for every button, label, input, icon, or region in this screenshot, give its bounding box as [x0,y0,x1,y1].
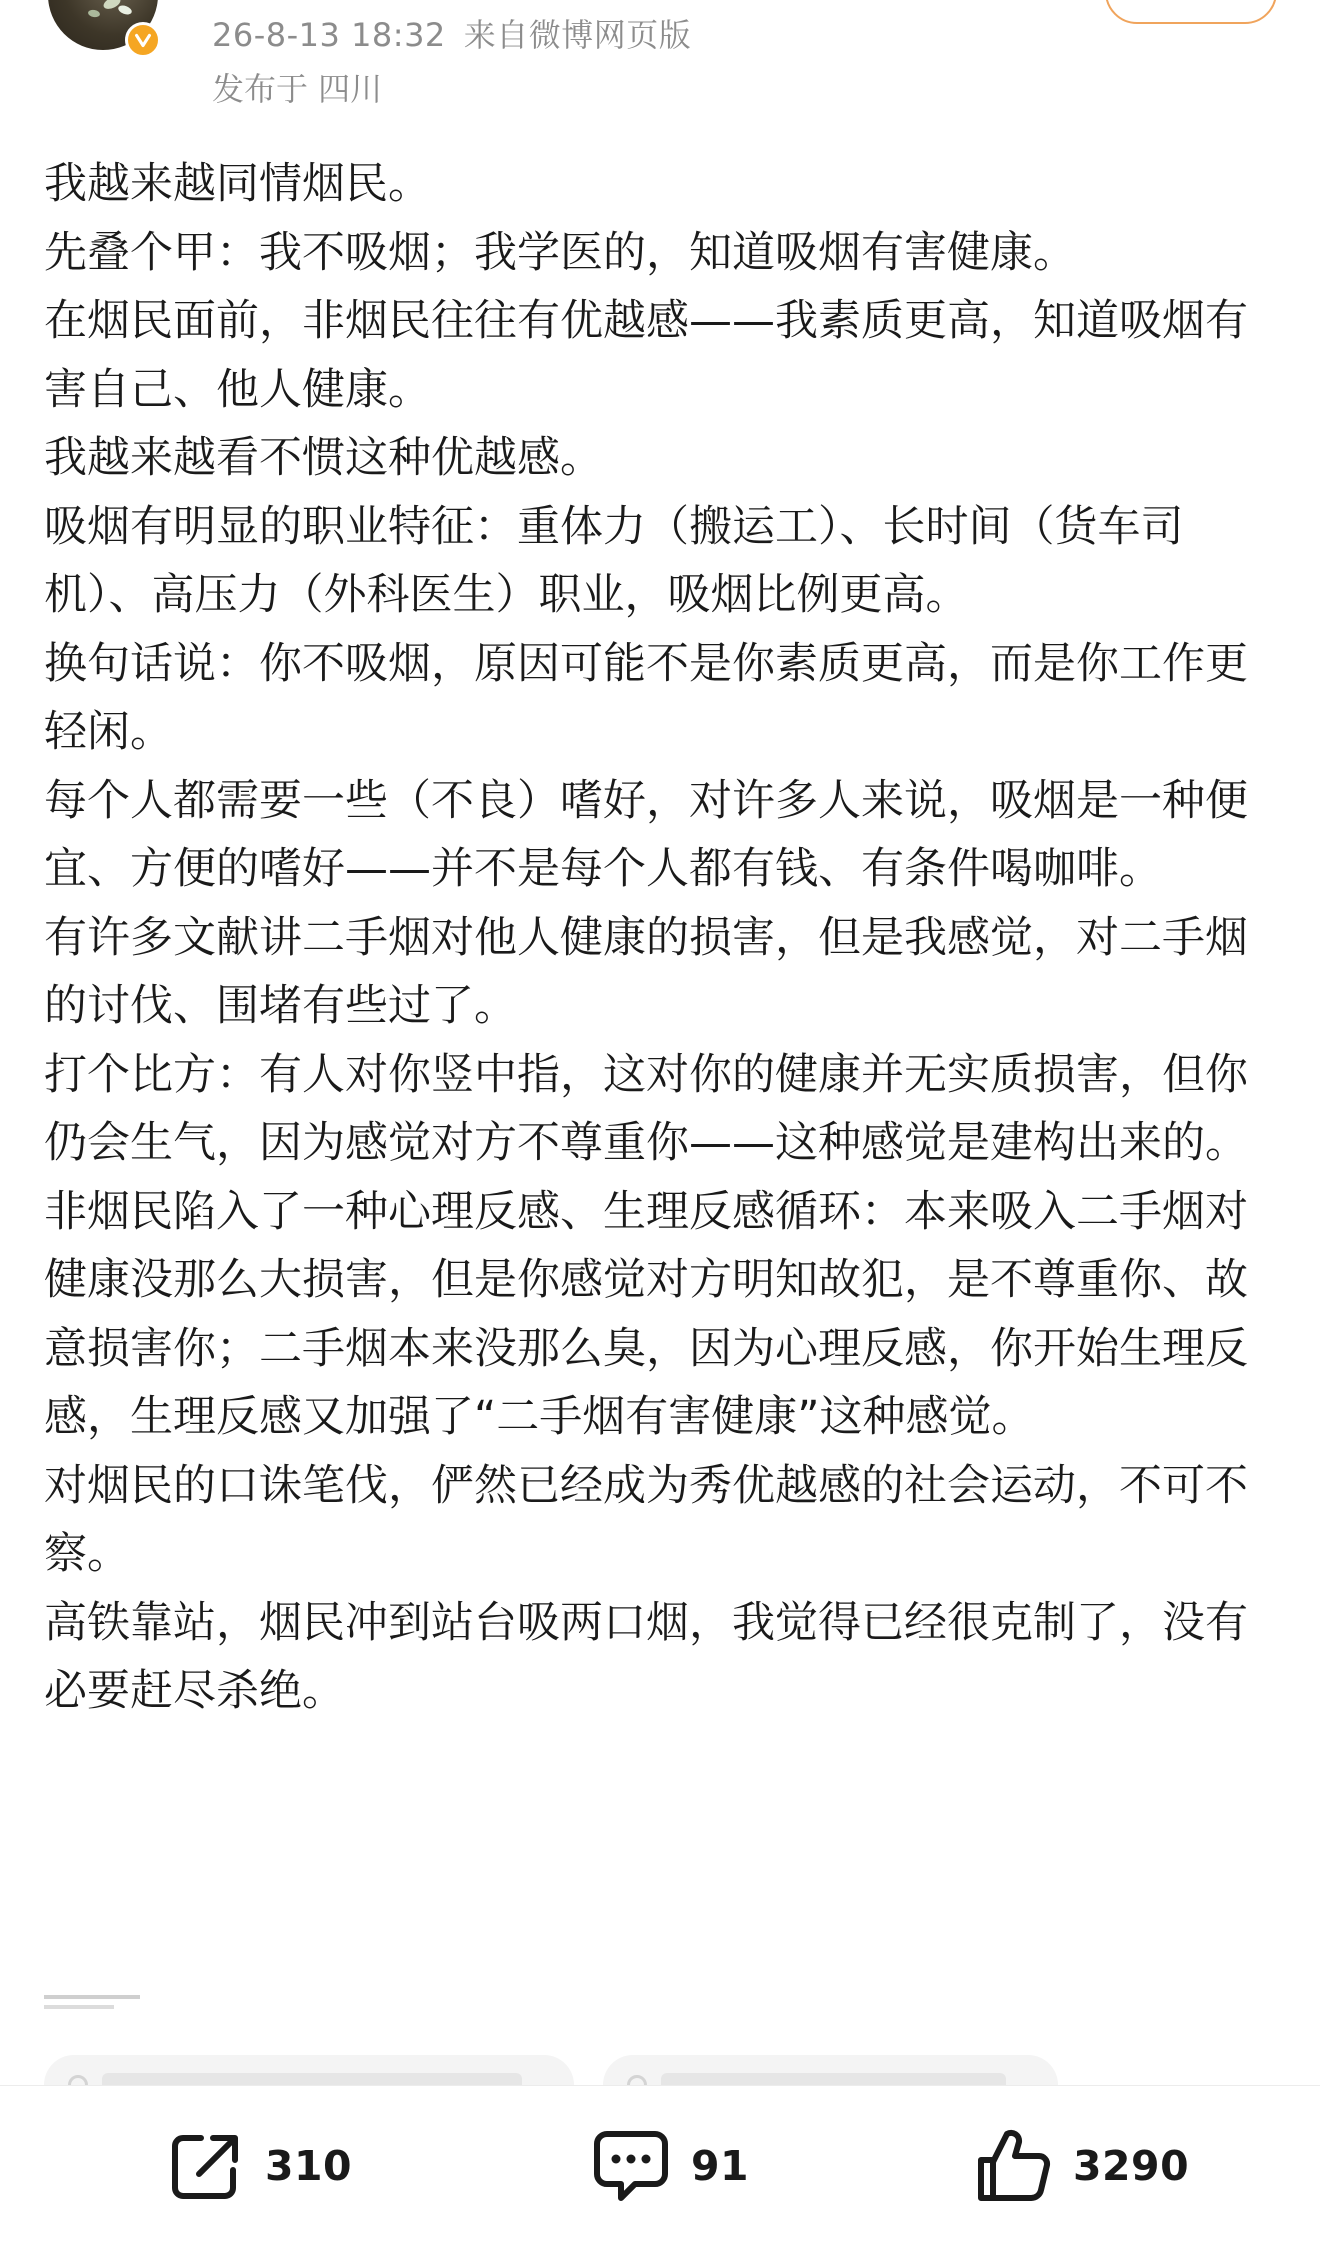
post-source: 来自微博网页版 [463,16,692,54]
post-content [44,150,1284,1726]
like-count: 3290 [1073,2142,1190,2190]
share-icon [167,2128,243,2204]
post-location: 发布于 四川 [212,70,383,108]
post-paragraph: 我越来越看不惯这种优越感。 [44,433,603,483]
post-paragraph: 在烟民面前，非烟民往往有优越感——我素质更高，知道吸烟有害自己、他人健康。 [44,296,1248,415]
verified-badge-icon [125,22,161,58]
comment-icon [593,2126,669,2206]
post-header [0,0,1320,108]
like-button[interactable] [975,2126,1189,2206]
post-paragraph: 我越来越同情烟民。 [44,159,431,209]
repost-button[interactable] [167,2126,352,2206]
comment-button[interactable] [593,2126,749,2206]
repost-count: 310 [265,2142,353,2190]
post-paragraph: 非烟民陷入了一种心理反感、生理反感循环：本来吸入二手烟对健康没那么大损害，但是你感觉对方明知故犯，是不尊重你、故意损害你；二手烟本来没那么臭，因为心理反感，你开始生理反感，生理反感又加强了“二手烟有害健康”这种感觉。 [44,1186,1248,1442]
post-timestamp: 26-8-13 18:32 [212,16,446,54]
post-paragraph: 打个比方：有人对你竖中指，这对你的健康并无实质损害，但你仍会生气，因为感觉对方不尊重你——这种感觉是建构出来的。 [44,1049,1248,1168]
follow-button[interactable] [1105,0,1277,24]
post-meta [212,10,691,56]
post-paragraph: 换句话说：你不吸烟，原因可能不是你素质更高，而是你工作更轻闲。 [44,638,1248,757]
post-paragraph: 对烟民的口诛笔伐，俨然已经成为秀优越感的社会运动，不可不察。 [44,1460,1248,1579]
post-paragraph: 有许多文献讲二手烟对他人健康的损害，但是我感觉，对二手烟的讨伐、围堵有些过了。 [44,912,1248,1031]
post-paragraph: 吸烟有明显的职业特征：重体力（搬运工）、长时间（货车司机）、高压力（外科医生）职业，吸烟比例更高。 [44,501,1184,620]
thumbs-up-icon [975,2126,1051,2206]
post-paragraph: 先叠个甲：我不吸烟；我学医的，知道吸烟有害健康。 [44,227,1076,278]
content-divider [44,1995,140,2009]
post-paragraph: 高铁靠站，烟民冲到站台吸两口烟，我觉得已经很克制了，没有必要赶尽杀绝。 [44,1597,1248,1716]
action-bar [0,2085,1320,2243]
post-paragraph: 每个人都需要一些（不良）嗜好，对许多人来说，吸烟是一种便宜、方便的嗜好——并不是每个人都有钱、有条件喝咖啡。 [44,775,1248,894]
comment-count: 91 [691,2142,750,2190]
